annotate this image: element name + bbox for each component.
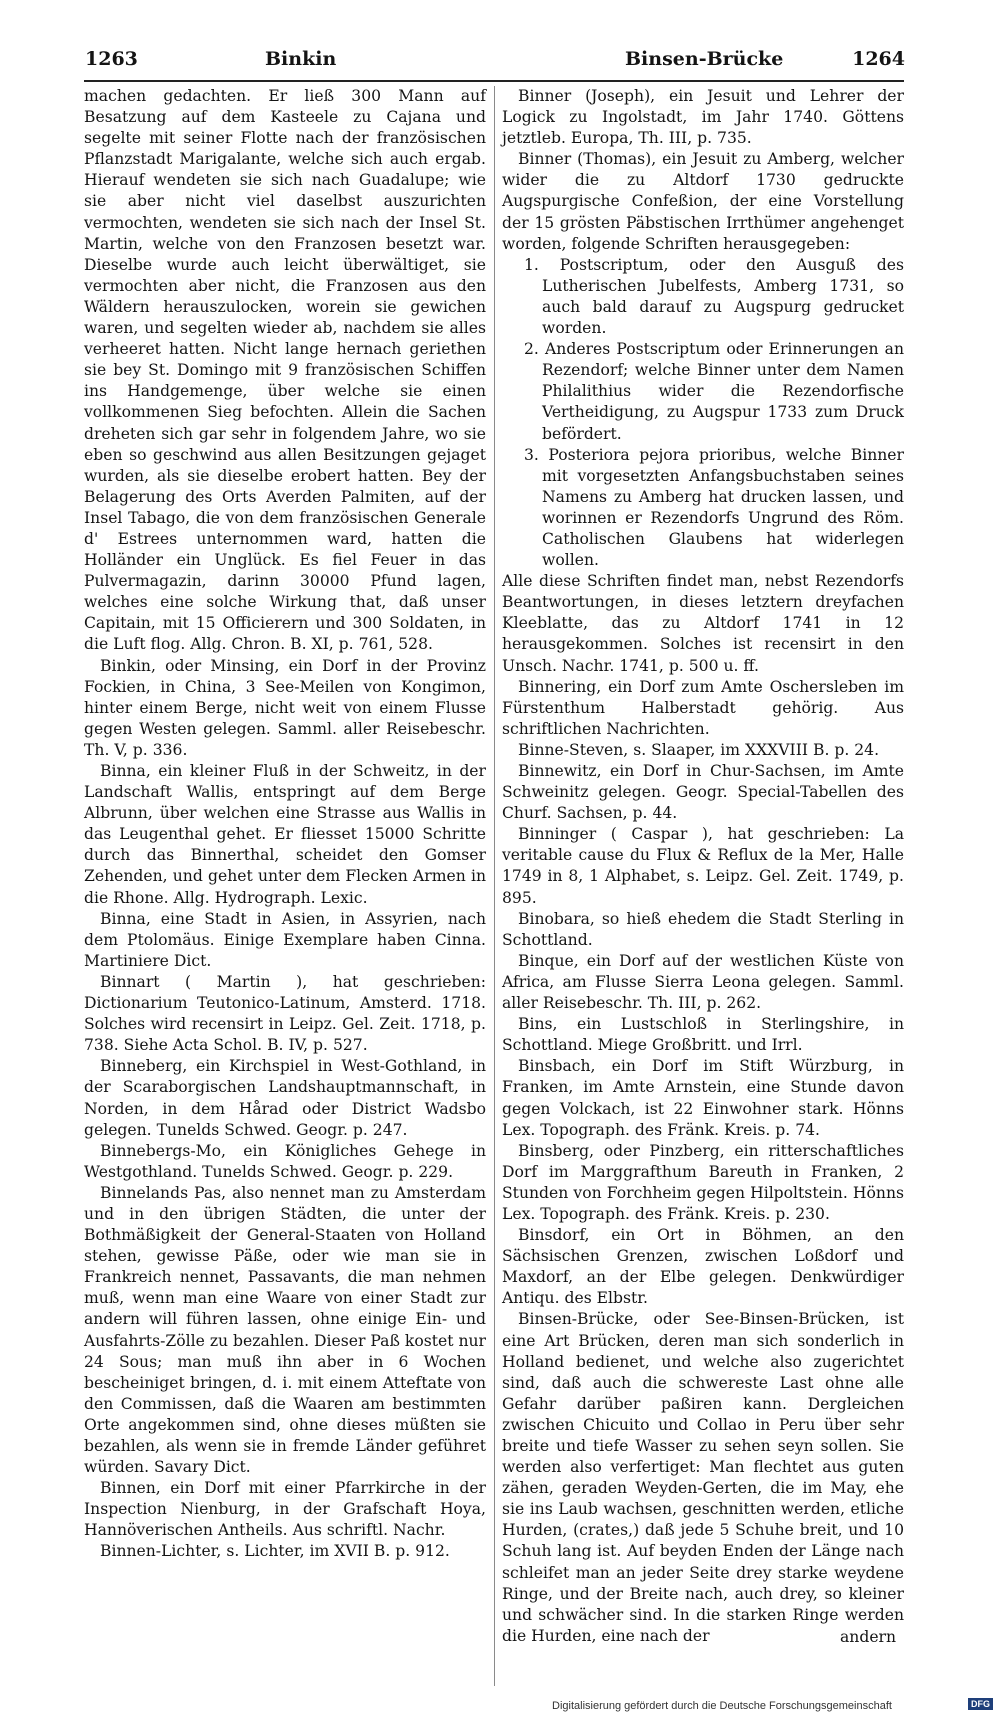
right-running-title: Binsen-Brücke xyxy=(625,48,784,70)
digitization-credit: Digitalisierung gefördert durch die Deutsche Forschungsgemeinschaft xyxy=(552,1700,892,1712)
entry-binnelands-pas: Binnelands Pas, also nennet man zu Amsterdam und in den übrigen Städten, die unter der Bothmäßigkeit der General-Staaten von Holland stehen, gewisse Päße, oder wie man sie in Frankreich nennet, Passavants, die man nehmen muß, wenn man eine Waare von einer Stadt zur andern will führen lassen, ohne einige Ein- und Ausfahrts-Zölle zu bezahlen. Dieser Paß kostet nur 24 Sous; man muß ihn aber in 6 Wochen bescheiniget bringen, d. i. mit einem Atteftate von den Commissen, daß die Waaren am bestimmten Orte angekommen sind, ohne dieses müßten sie bezahlen, als wenn sie in fremde Länder geführet würden. Savary Dict. xyxy=(84,1183,486,1477)
entry-binner-joseph: Binner (Joseph), ein Jesuit und Lehrer der Logick zu Ingolstadt, im Jahr 1740. Göttens jetztleb. Europa, Th. III, p. 735. xyxy=(502,87,904,148)
entry-binnen: Binnen, ein Dorf mit einer Pfarrkirche in der Inspection Nienburg, in der Grafschaft Hoya, Hannöverischen Antheils. Aus schriftl. Nachr. xyxy=(84,1479,486,1540)
column-divider xyxy=(494,86,495,1686)
entry-binna-city: Binna, eine Stadt in Asien, in Assyrien, nach dem Ptolomäus. Einige Exemplare haben Cinna. Martiniere Dict. xyxy=(84,909,486,970)
entry-binnart: Binnart ( Martin ), hat geschrieben: Dictionarium Teutonico-Latinum, Amsterd. 1718. Solches wird recensirt in Leipz. Gel. Zeit. 1718, p. 738. Siehe Acta Schol. B. IV, p. 527. xyxy=(84,972,486,1055)
left-page-number: 1263 xyxy=(85,48,138,70)
entry-binsen-bruecke: Binsen-Brücke, oder See-Binsen-Brücken, ist eine Art Brücken, deren man sich sonderlich in Holland bedienet, und welche also zugerichtet sind, daß auch die schwereste Last ohne alle Gefahr darüber paßiren kann. Dergleichen zwischen Chicuito und Collao in Peru über sehr breite und tiefe Wasser zu sehen seyn sollen. Sie werden also verfertiget: Man flechtet aus guten zähen, geraden Weyden-Gerten, die im May, ehe sie ins Laub wachsen, geschnitten werden, etliche Hurden, (crates,) daß jede 5 Schuhe breit, und 10 Schuh lang ist. Auf beyden Enden der Länge nach schleifet man an jeder Seite drey starke weydene Ringe, und der Breite nach, auch drey, so kleiner und schwächer sind. In die starken Ringe werden die Hurden, eine nach der xyxy=(502,1310,904,1645)
left-column xyxy=(84,86,486,1563)
entry-binkin: Binkin, oder Minsing, ein Dorf in der Provinz Fockien, in China, 3 See-Meilen von Kongimon, hinter einem Berge, nicht weit von einem Flusse gegen Westen gelegen. Samml. aller Reisebeschr. Th. V, p. 336. xyxy=(84,656,486,759)
entry-binnewitz: Binnewitz, ein Dorf in Chur-Sachsen, im Amte Schweinitz gelegen. Geogr. Special-Tabellen des Churf. Sachsen, p. 44. xyxy=(502,762,904,823)
entry-binnen-lichter: Binnen-Lichter, s. Lichter, im XVII B. p. 912. xyxy=(100,1542,450,1561)
entry-binneberg: Binneberg, ein Kirchspiel in West-Gothland, in der Scaraborgischen Landshauptmannschaft, in Norden, in dem Hårad oder District Wadsbo gelegen. Tunelds Schwed. Geogr. p. 247. xyxy=(84,1057,486,1139)
right-column xyxy=(502,86,904,1647)
entry-continuation: machen gedachten. Er ließ 300 Mann auf Besatzung auf dem Kasteele zu Cajana und segelte mit seiner Flotte nach der französischen Pflanzstadt Marigalante, welche sich auch ergab. Hierauf wendeten sie sich nach Guadalupe; wie sie aber nicht viel daselbst auszurichten vermochten, wendeten sie sich nach der Insel St. Martin, welche von den Franzosen besetzt war. Dieselbe wurde auch leicht überwältiget, sie vermochten aber nicht, die Franzosen aus den Wäldern herauszulocken, worein sie gewichen waren, und segelten wieder ab, nachdem sie alles verheeret hatten. Nicht lange hernach geriethen sie bey St. Domingo mit 9 französischen Schiffen ins Handgemenge, über welche sie einen vollkommenen Sieg befochten. Allein die Sachen dreheten sich gar sehr in folgendem Jahre, wo sie eben so geschwind aus allen Besitzungen gejaget wurden, als sie dieselbe erobert hatten. Bey der Belagerung des Orts Averden Palmiten, auf der Insel Tabago, die von dem französischen Generale d' Estrees unternommen ward, hatten die Holländer ein Unglück. Es fiel Feuer in das Pulvermagazin, darinn 30000 Pfund lagen, welches eine solche Wirkung that, daß unser Capitain, mit 15 Officierern und 300 Soldaten, in die Luft flog. Allg. Chron. B. XI, p. 761, 528. xyxy=(84,87,486,654)
entry-binnering: Binnering, ein Dorf zum Amte Oschersleben im Fürstenthum Halberstadt gehörig. Aus schriftlichen Nachrichten. xyxy=(502,677,904,738)
running-header xyxy=(85,48,905,78)
entry-binobara: Binobara, so hieß ehedem die Stadt Sterling in Schottland. xyxy=(502,909,904,949)
list-item: 2. Anderes Postscriptum oder Erinnerungen an Rezendorf; welche Binner unter dem Namen Philalithius wider die Rezendorfische Vertheidigung, zu Augspur 1733 zum Druck befördert. xyxy=(524,340,904,443)
header-rule xyxy=(84,80,904,82)
list-item: 3. Posteriora pejora prioribus, welche Binner mit vorgesetzten Anfangsbuchstaben seines Namens zu Amberg hat drucken lassen, und worinnen er Rezendorfs Ungrund des Röm. Catholischen Glaubens hat widerlegen wollen. xyxy=(524,445,904,570)
entry-binnebergs-mo: Binnebergs-Mo, ein Königliches Gehege in Westgothland. Tunelds Schwed. Geogr. p. 229. xyxy=(84,1141,486,1181)
entry-binninger: Binninger ( Caspar ), hat geschrieben: La veritable cause du Flux & Reflux de la Mer, Halle 1749 in 8, 1 Alphabet, s. Leipz. Gel. Zeit. 1749, p. 895. xyxy=(502,825,904,907)
entry-binque: Binque, ein Dorf auf der westlichen Küste von Africa, am Flusse Sierra Leona gelegen. Samml. aller Reisebeschr. Th. III, p. 262. xyxy=(502,951,904,1013)
entry-bins: Bins, ein Lustschloß in Sterlingshire, in Schottland. Miege Großbritt. und Irrl. xyxy=(502,1015,904,1055)
entry-binne-steven: Binne-Steven, s. Slaaper, im XXXVIII B. p. 24. xyxy=(518,740,880,759)
entry-binna-river: Binna, ein kleiner Fluß in der Schweitz, in der Landschaft Wallis, entspringt auf dem Berge Albrunn, über welchen eine Strasse aus Wallis in das Leugenthal gehet. Er fliesset 15000 Schritte durch das Binnerthal, scheidet den Gomser Zehenden, und gehet unter dem Flecken Armen in die Rhone. Allg. Hydrograph. Lexic. xyxy=(84,762,486,907)
entry-binner-thomas: Binner (Thomas), ein Jesuit zu Amberg, welcher wider die zu Altdorf 1730 gedruckte Augspurgische Confeßion, der eine Vorstellung der 15 grösten Päbstischen Irrthümer angehenget worden, folgende Schriften herausgegeben: xyxy=(502,150,904,253)
catchword: andern xyxy=(840,1628,897,1646)
dfg-logo: DFG xyxy=(968,1698,993,1710)
entry-binsdorf: Binsdorf, ein Ort in Böhmen, an den Sächsischen Grenzen, zwischen Loßdorf und Maxdorf, an der Elbe gelegen. Denkwürdiger Antiqu. des Elbstr. xyxy=(502,1226,904,1308)
entry-binsberg: Binsberg, oder Pinzberg, ein ritterschaftliches Dorf im Marggrafthum Bareuth in Franken, 2 Stunden von Forchheim gegen Hilpoltstein. Hönns Lex. Topograph. des Fränk. Kreis. p. 230. xyxy=(502,1141,904,1223)
left-running-title: Binkin xyxy=(265,48,337,70)
list-item: 1. Postscriptum, oder den Ausguß des Lutherischen Jubelfests, Amberg 1731, so auch bald darauf zu Augspurg gedrucket worden. xyxy=(524,255,904,338)
entry-binsbach: Binsbach, ein Dorf im Stift Würzburg, in Franken, im Amte Arnstein, eine Stunde davon gegen Volckach, ist 22 Einwohner stark. Hönns Lex. Topograph. des Fränk. Kreis. p. 74. xyxy=(502,1057,904,1139)
right-page-number: 1264 xyxy=(852,48,905,70)
entry-binner-summary: Alle diese Schriften findet man, nebst Rezendorfs Beantwortungen, in dieses letztern dreyfachen Kleeblatte, das zu Altdorf 1741 in 12 herausgekommen. Solches ist recensirt in den Unsch. Nachr. 1741, p. 500 u. ff. xyxy=(502,572,904,675)
